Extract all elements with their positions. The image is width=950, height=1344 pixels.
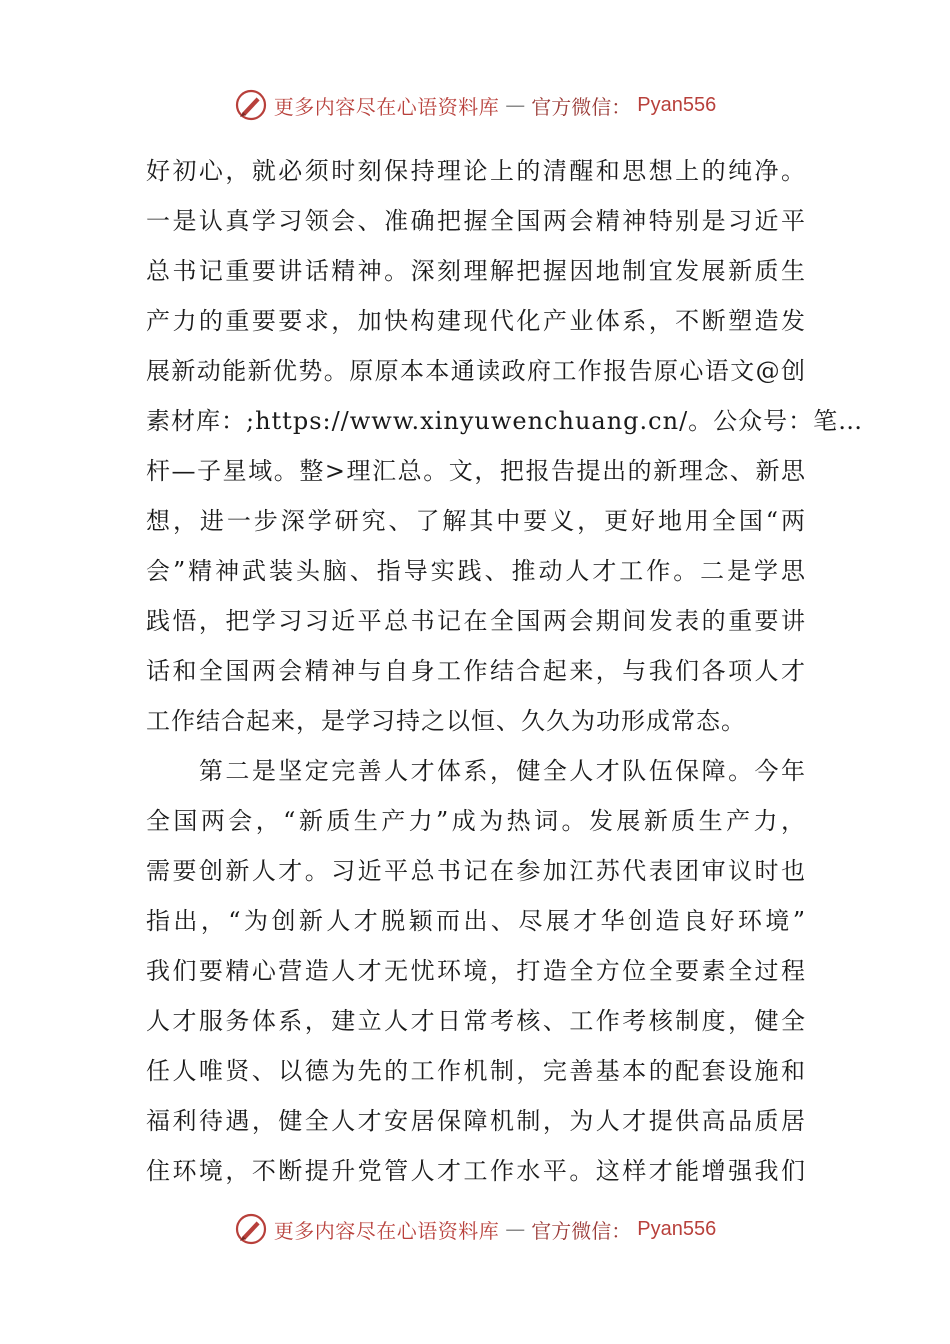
- body-line: 践悟，把学习习近平总书记在全国两会期间发表的重要讲: [146, 607, 806, 635]
- header-watermark-text: 更多内容尽在心语资料库: [273, 94, 500, 119]
- body-line: 住环境，不断提升党管人才工作水平。这样才能增强我们: [146, 1157, 806, 1185]
- body-line: 指出，“为创新人才脱颖而出、尽展才华创造良好环境”: [146, 907, 806, 935]
- page-header-watermark: [0, 86, 950, 124]
- body-line: 素材库：;https://www.xinyuwenchuang.cn/。公众号：笔…: [146, 407, 864, 435]
- document-body: [146, 146, 864, 1196]
- footer-wechat-id: Pyan556: [637, 1217, 717, 1240]
- body-line: 需要创新人才。习近平总书记在参加江苏代表团审议时也: [146, 857, 806, 885]
- footer-watermark-separator: —: [505, 1217, 526, 1241]
- header-wechat-label: 官方微信：: [531, 94, 632, 119]
- header-watermark-separator: —: [505, 93, 526, 117]
- body-line: 一是认真学习领会、准确把握全国两会精神特别是习近平: [146, 207, 806, 235]
- pen-logo-icon: [234, 1212, 268, 1246]
- footer-watermark-text: 更多内容尽在心语资料库: [273, 1218, 500, 1243]
- body-line: 展新动能新优势。原原本本通读政府工作报告原心语文@创: [146, 357, 806, 385]
- body-line: 想，进一步深学研究、了解其中要义，更好地用全国“两: [146, 507, 806, 535]
- body-line: 福利待遇，健全人才安居保障机制，为人才提供高品质居: [146, 1107, 806, 1135]
- body-line: 任人唯贤、以德为先的工作机制，完善基本的配套设施和: [146, 1057, 806, 1085]
- body-line: 总书记重要讲话精神。深刻理解把握因地制宜发展新质生: [146, 257, 806, 285]
- body-line: 我们要精心营造人才无忧环境，打造全方位全要素全过程: [146, 957, 806, 985]
- body-line: 杆—子星域。整>理汇总。文，把报告提出的新理念、新思: [146, 457, 806, 485]
- body-line: 产力的重要要求，加快构建现代化产业体系，不断塑造发: [146, 307, 806, 335]
- body-line: 全国两会，“新质生产力”成为热词。发展新质生产力，: [146, 807, 806, 835]
- body-line-paragraph-end: 工作结合起来，是学习持之以恒、久久为功形成常态。: [146, 707, 746, 735]
- header-wechat-id: Pyan556: [637, 93, 717, 116]
- page-footer-watermark: [0, 1210, 950, 1248]
- body-line-paragraph-start: 第二是坚定完善人才体系，健全人才队伍保障。今年: [146, 757, 806, 785]
- body-line: 好初心，就必须时刻保持理论上的清醒和思想上的纯净。: [146, 157, 806, 185]
- footer-wechat-label: 官方微信：: [531, 1218, 632, 1243]
- body-line: 会”精神武装头脑、指导实践、推动人才工作。二是学思: [146, 557, 806, 585]
- pen-logo-icon: [234, 88, 268, 122]
- body-line: 人才服务体系，建立人才日常考核、工作考核制度，健全: [146, 1007, 806, 1035]
- body-line: 话和全国两会精神与自身工作结合起来，与我们各项人才: [146, 657, 806, 685]
